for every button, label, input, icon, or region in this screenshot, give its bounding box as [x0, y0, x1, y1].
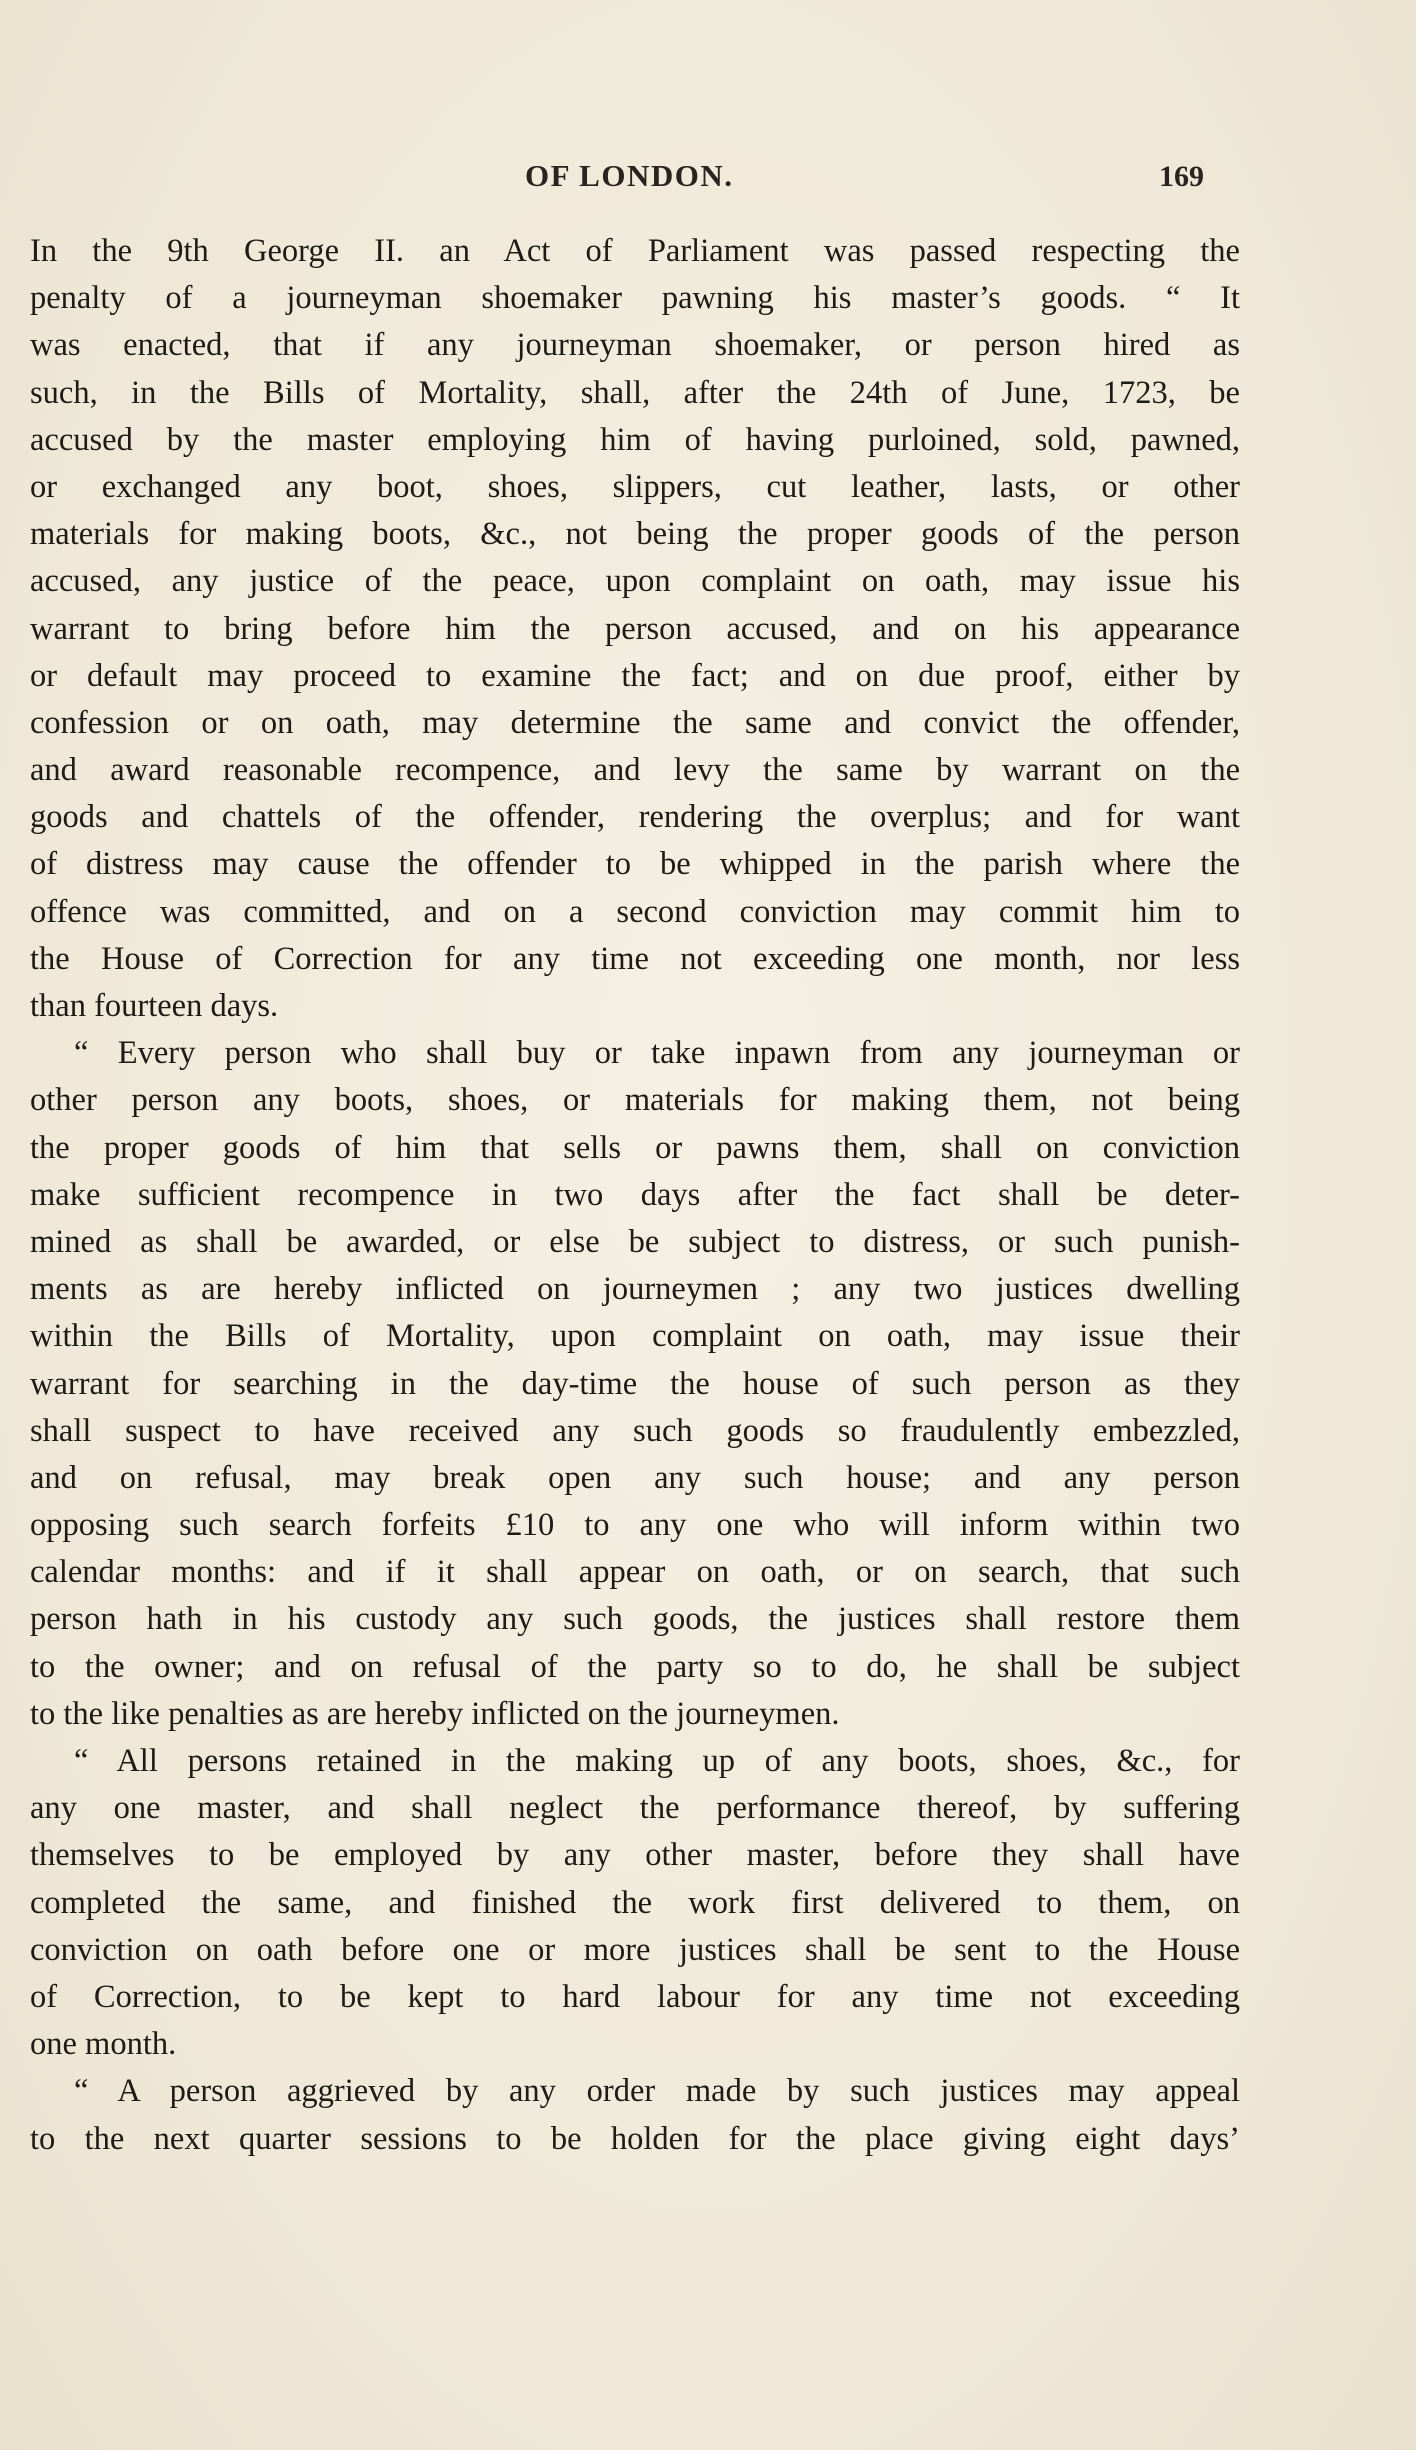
- text-line: themselves to be employed by any other master, before they shall have: [30, 1837, 1240, 1874]
- text-line: ments as are hereby inflicted on journeymen ; any two justices dwelling: [30, 1271, 1240, 1308]
- text-line: offence was committed, and on a second conviction may commit him to: [30, 893, 1240, 930]
- text-line: such, in the Bills of Mortality, shall, after the 24th of June, 1723, be: [30, 374, 1240, 411]
- text-line: of Correction, to be kept to hard labour for any time not exceeding: [30, 1978, 1240, 2015]
- page-number: 169: [1159, 160, 1204, 193]
- text-line: calendar months: and if it shall appear on oath, or on search, that such: [30, 1554, 1240, 1591]
- text-line: shall suspect to have received any such goods so fraudulently embezzled,: [30, 1412, 1240, 1449]
- text-line: accused, any justice of the peace, upon complaint on oath, may issue his: [30, 563, 1240, 600]
- text-line: warrant to bring before him the person accused, and on his appearance: [30, 610, 1240, 647]
- text-line: and on refusal, may break open any such house; and any person: [30, 1459, 1240, 1496]
- text-line: In the 9th George II. an Act of Parliament was passed respecting the: [30, 233, 1240, 269]
- text-line: to the owner; and on refusal of the party so to do, he shall be subject: [30, 1648, 1240, 1685]
- text-line: to the like penalties as are hereby inflicted on the journeymen.: [30, 1695, 840, 1732]
- text-line: within the Bills of Mortality, upon complaint on oath, may issue their: [30, 1318, 1240, 1355]
- text-line: conviction on oath before one or more justices shall be sent to the House: [30, 1931, 1240, 1968]
- text-line: of distress may cause the offender to be whipped in the parish where the: [30, 846, 1240, 883]
- text-line: penalty of a journeyman shoemaker pawning his master’s goods. “ It: [30, 280, 1240, 317]
- text-line: and award reasonable recompence, and levy the same by warrant on the: [30, 752, 1240, 789]
- text-line: “ All persons retained in the making up of any boots, shoes, &c., for: [74, 1743, 1240, 1779]
- text-line: mined as shall be awarded, or else be subject to distress, or such punish-: [30, 1223, 1240, 1260]
- text-line: the House of Correction for any time not exceeding one month, nor less: [30, 940, 1240, 977]
- text-line: make sufficient recompence in two days after the fact shall be deter-: [30, 1176, 1240, 1213]
- text-line: completed the same, and finished the work first delivered to them, on: [30, 1884, 1240, 1921]
- text-line: “ A person aggrieved by any order made by such justices may appeal: [74, 2073, 1240, 2110]
- text-line: goods and chattels of the offender, rendering the overplus; and for want: [30, 799, 1240, 836]
- text-line: confession or on oath, may determine the same and convict the offender,: [30, 704, 1240, 741]
- text-line: “ Every person who shall buy or take inpawn from any journeyman or: [74, 1035, 1240, 1072]
- text-line: warrant for searching in the day-time the house of such person as they: [30, 1365, 1240, 1402]
- text-line: was enacted, that if any journeyman shoemaker, or person hired as: [30, 327, 1240, 364]
- text-line: other person any boots, shoes, or materials for making them, not being: [30, 1082, 1240, 1119]
- text-line: to the next quarter sessions to be holden for the place giving eight days’: [30, 2120, 1240, 2157]
- text-line: opposing such search forfeits £10 to any one who will inform within two: [30, 1507, 1240, 1544]
- text-line: the proper goods of him that sells or pawns them, shall on conviction: [30, 1129, 1240, 1166]
- running-title: OF LONDON.: [525, 158, 734, 193]
- page-header: [30, 158, 1220, 198]
- text-line: or exchanged any boot, shoes, slippers, cut leather, lasts, or other: [30, 468, 1240, 505]
- body-text: [30, 228, 1240, 2163]
- text-line: one month.: [30, 2026, 177, 2063]
- text-line: materials for making boots, &c., not being the proper goods of the person: [30, 516, 1240, 553]
- text-line: any one master, and shall neglect the performance thereof, by suffering: [30, 1790, 1240, 1827]
- text-line: person hath in his custody any such goods, the justices shall restore them: [30, 1601, 1240, 1638]
- text-line: than fourteen days.: [30, 988, 279, 1024]
- text-line: accused by the master employing him of having purloined, sold, pawned,: [30, 421, 1240, 458]
- text-line: or default may proceed to examine the fact; and on due proof, either by: [30, 657, 1240, 694]
